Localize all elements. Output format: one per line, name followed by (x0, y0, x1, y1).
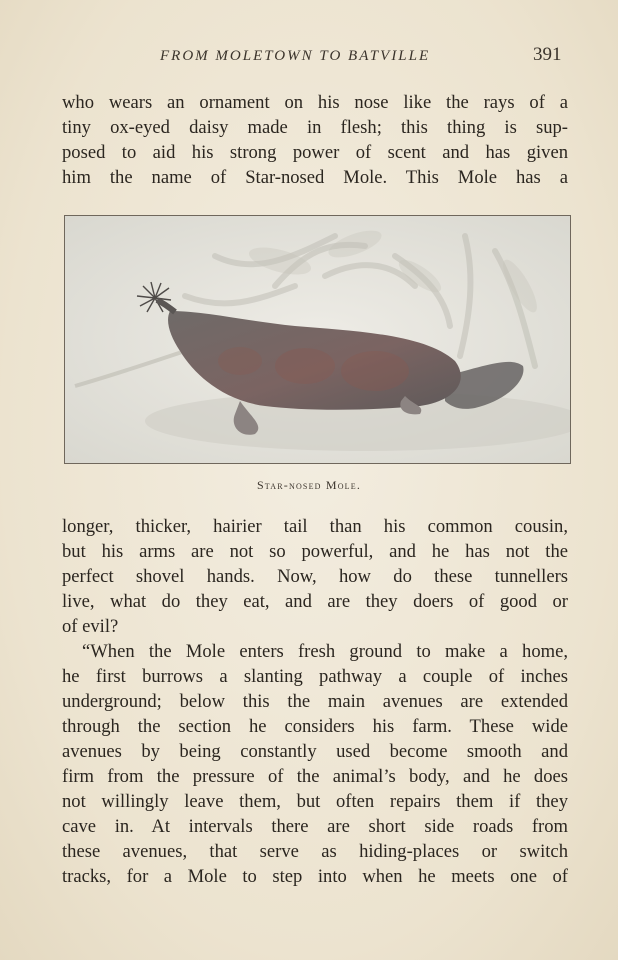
figure-caption (0, 478, 618, 493)
text-line: tracks, for a Mole to step into when he meets one of (62, 866, 568, 887)
text-line: underground; below this the main avenues are extended (62, 691, 568, 712)
text-line: cave in. At intervals there are short side roads from (62, 816, 568, 837)
page-number: 391 (533, 44, 562, 65)
star-nosed-mole-illustration (64, 215, 571, 464)
caption-text: Star-nosed Mole. (256, 478, 362, 492)
text-line: of evil? (62, 616, 119, 637)
text-line: him the name of Star-nosed Mole. This Mole has a (62, 167, 568, 188)
text-line: avenues by being constantly used become smooth and (62, 741, 568, 762)
text-line: these avenues, that serve as hiding-places or switch (62, 841, 568, 862)
paragraph-bottom (62, 514, 568, 889)
running-head: FROM MOLETOWN TO BATVILLE (160, 48, 431, 64)
text-line: posed to aid his strong power of scent and has given (62, 142, 568, 163)
text-line: who wears an ornament on his nose like the rays of a (62, 92, 568, 113)
paragraph-top (62, 90, 568, 190)
text-line: “When the Mole enters fresh ground to make a home, (82, 641, 568, 662)
text-line: live, what do they eat, and are they doers of good or (62, 591, 568, 612)
text-line: through the section he considers his farm. These wide (62, 716, 568, 737)
text-line: but his arms are not so powerful, and he has not the (62, 541, 568, 562)
text-line: tiny ox-eyed daisy made in flesh; this thing is sup- (62, 117, 568, 138)
text-line: perfect shovel hands. Now, how do these tunnellers (62, 566, 568, 587)
text-line: firm from the pressure of the animal’s body, and he does (62, 766, 568, 787)
mole-drawing (65, 216, 570, 463)
text-line: he first burrows a slanting pathway a couple of inches (62, 666, 568, 687)
text-line: longer, thicker, hairier tail than his common cousin, (62, 516, 568, 537)
text-line: not willingly leave them, but often repairs them if they (62, 791, 568, 812)
